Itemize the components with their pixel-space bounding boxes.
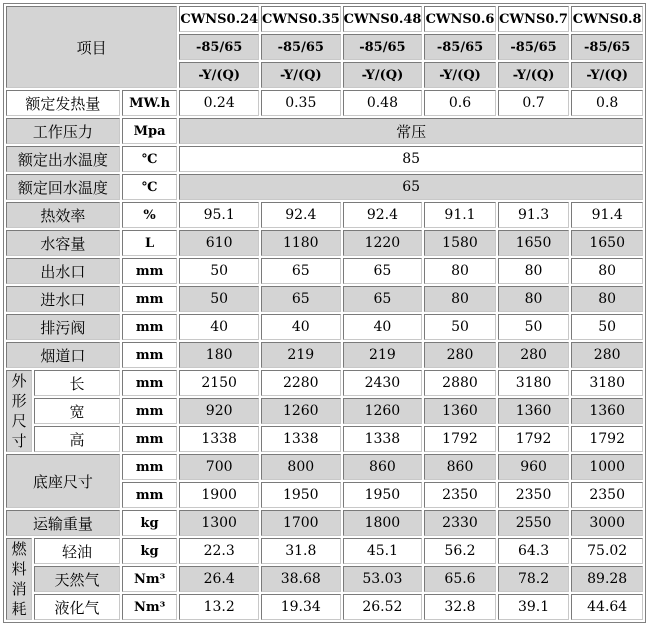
value-cell: 1800 — [343, 510, 423, 536]
value-cell: 1950 — [261, 482, 341, 508]
value-cell: 91.4 — [571, 202, 643, 228]
value-cell: 280 — [498, 342, 570, 368]
model-header-l2: -85/65 — [179, 34, 259, 60]
group-char: 尺 — [11, 412, 27, 430]
value-cell: 610 — [179, 230, 259, 256]
value-cell: 56.2 — [424, 538, 496, 564]
drain-row — [6, 314, 643, 340]
row-unit: L — [122, 230, 177, 256]
value-cell: 1260 — [343, 398, 423, 424]
value-cell: 1700 — [261, 510, 341, 536]
value-cell: 22.3 — [179, 538, 259, 564]
row-unit: % — [122, 202, 177, 228]
value-cell: 1950 — [343, 482, 423, 508]
value-cell: 2880 — [424, 370, 496, 396]
value-cell: 800 — [261, 454, 341, 480]
value-cell: 280 — [571, 342, 643, 368]
value-cell: 2350 — [498, 482, 570, 508]
value-cell: 50 — [424, 314, 496, 340]
value-cell: 40 — [179, 314, 259, 340]
model-header-l1: CWNS0.24 — [179, 6, 259, 32]
value-cell: 91.1 — [424, 202, 496, 228]
group-char: 形 — [11, 392, 27, 410]
row-unit: Mpa — [122, 118, 177, 144]
height-row — [6, 426, 643, 452]
value-cell: 1180 — [261, 230, 341, 256]
table-body — [6, 6, 643, 620]
value-cell: 40 — [261, 314, 341, 340]
item-header-cell: 项目 — [6, 6, 177, 88]
value-cell: 38.68 — [261, 566, 341, 592]
light-oil-row — [6, 538, 643, 564]
boiler-spec-table — [3, 3, 646, 623]
value-cell: 50 — [571, 314, 643, 340]
value-cell: 1650 — [498, 230, 570, 256]
value-cell: 1220 — [343, 230, 423, 256]
row-label: 高 — [34, 426, 120, 452]
row-label: 热效率 — [6, 202, 120, 228]
model-header-l3: -Y/(Q) — [498, 62, 570, 88]
row-label: 排污阀 — [6, 314, 120, 340]
outlet-row — [6, 258, 643, 284]
model-header-l1: CWNS0.7 — [498, 6, 570, 32]
value-cell: 2280 — [261, 370, 341, 396]
value-cell: 1580 — [424, 230, 496, 256]
row-unit: ℃ — [122, 174, 177, 200]
value-cell: 39.1 — [498, 594, 570, 620]
outlet-temp-row — [6, 146, 643, 172]
value-cell: 3180 — [571, 370, 643, 396]
model-header-l3: -Y/(Q) — [179, 62, 259, 88]
value-cell: 64.3 — [498, 538, 570, 564]
value-cell: 2350 — [424, 482, 496, 508]
value-cell: 65 — [343, 258, 423, 284]
row-label: 宽 — [34, 398, 120, 424]
value-cell: 1338 — [261, 426, 341, 452]
group-char: 燃 — [11, 540, 27, 558]
model-header-l3: -Y/(Q) — [571, 62, 643, 88]
value-cell: 53.03 — [343, 566, 423, 592]
value-cell: 32.8 — [424, 594, 496, 620]
value-cell: 2430 — [343, 370, 423, 396]
value-cell: 95.1 — [179, 202, 259, 228]
model-header-l3: -Y/(Q) — [343, 62, 423, 88]
value-cell: 50 — [498, 314, 570, 340]
natural-gas-row — [6, 566, 643, 592]
value-cell: 1360 — [424, 398, 496, 424]
value-cell: 2550 — [498, 510, 570, 536]
value-cell: 180 — [179, 342, 259, 368]
row-label: 工作压力 — [6, 118, 120, 144]
value-cell: 0.35 — [261, 90, 341, 116]
row-unit: mm — [122, 258, 177, 284]
row-label: 额定出水温度 — [6, 146, 120, 172]
value-cell: 960 — [498, 454, 570, 480]
value-cell: 65.6 — [424, 566, 496, 592]
value-cell: 860 — [424, 454, 496, 480]
value-cell: 1650 — [571, 230, 643, 256]
row-unit: kg — [122, 510, 177, 536]
model-header-l3: -Y/(Q) — [261, 62, 341, 88]
row-label: 水容量 — [6, 230, 120, 256]
value-cell: 80 — [571, 258, 643, 284]
value-cell: 0.24 — [179, 90, 259, 116]
value-cell: 78.2 — [498, 566, 570, 592]
value-cell: 1900 — [179, 482, 259, 508]
water-volume-row — [6, 230, 643, 256]
value-cell: 13.2 — [179, 594, 259, 620]
model-header-l2: -85/65 — [498, 34, 570, 60]
value-cell: 65 — [261, 286, 341, 312]
value-cell: 80 — [571, 286, 643, 312]
length-row — [6, 370, 643, 396]
row-label: 长 — [34, 370, 120, 396]
value-cell: 80 — [498, 286, 570, 312]
value-cell: 26.52 — [343, 594, 423, 620]
model-header-l2: -85/65 — [343, 34, 423, 60]
group-char: 料 — [11, 560, 27, 578]
row-label: 出水口 — [6, 258, 120, 284]
model-header-l1: CWNS0.35 — [261, 6, 341, 32]
value-cell: 31.8 — [261, 538, 341, 564]
rated-heat-row — [6, 90, 643, 116]
value-cell: 40 — [343, 314, 423, 340]
value-cell: 2150 — [179, 370, 259, 396]
value-cell: 1360 — [571, 398, 643, 424]
return-temp-row — [6, 174, 643, 200]
model-header-l2: -85/65 — [571, 34, 643, 60]
value-cell: 2350 — [571, 482, 643, 508]
dimensions-group-label — [6, 370, 32, 452]
value-cell: 0.7 — [498, 90, 570, 116]
value-cell: 0.8 — [571, 90, 643, 116]
value-cell: 1000 — [571, 454, 643, 480]
row-unit: mm — [122, 454, 177, 480]
value-cell: 2330 — [424, 510, 496, 536]
value-cell: 280 — [424, 342, 496, 368]
value-cell: 3180 — [498, 370, 570, 396]
row-label: 运输重量 — [6, 510, 120, 536]
value-cell: 1792 — [571, 426, 643, 452]
value-cell: 50 — [179, 286, 259, 312]
model-header-l2: -85/65 — [424, 34, 496, 60]
value-cell: 80 — [498, 258, 570, 284]
base-size-label: 底座尺寸 — [6, 454, 120, 508]
row-unit: mm — [122, 314, 177, 340]
value-cell: 44.64 — [571, 594, 643, 620]
row-label: 烟道口 — [6, 342, 120, 368]
row-unit: MW.h — [122, 90, 177, 116]
model-header-l3: -Y/(Q) — [424, 62, 496, 88]
row-unit: ℃ — [122, 146, 177, 172]
model-header-l2: -85/65 — [261, 34, 341, 60]
value-cell: 19.34 — [261, 594, 341, 620]
value-cell: 219 — [261, 342, 341, 368]
value-cell: 1338 — [343, 426, 423, 452]
merged-value-cell: 65 — [179, 174, 643, 200]
fuel-group-label — [6, 538, 32, 620]
lpg-row — [6, 594, 643, 620]
value-cell: 920 — [179, 398, 259, 424]
value-cell: 1792 — [498, 426, 570, 452]
width-row — [6, 398, 643, 424]
row-unit: mm — [122, 370, 177, 396]
value-cell: 75.02 — [571, 538, 643, 564]
value-cell: 0.6 — [424, 90, 496, 116]
value-cell: 1360 — [498, 398, 570, 424]
row-label: 液化气 — [34, 594, 120, 620]
row-label: 轻油 — [34, 538, 120, 564]
row-unit: Nm³ — [122, 566, 177, 592]
row-unit: kg — [122, 538, 177, 564]
row-unit: mm — [122, 398, 177, 424]
model-header-l1: CWNS0.8 — [571, 6, 643, 32]
pressure-row — [6, 118, 643, 144]
value-cell: 26.4 — [179, 566, 259, 592]
flue-row — [6, 342, 643, 368]
value-cell: 89.28 — [571, 566, 643, 592]
value-cell: 80 — [424, 258, 496, 284]
base-row-1 — [6, 454, 643, 480]
value-cell: 92.4 — [343, 202, 423, 228]
value-cell: 65 — [343, 286, 423, 312]
row-unit: Nm³ — [122, 594, 177, 620]
group-char: 耗 — [11, 600, 27, 618]
row-unit: mm — [122, 426, 177, 452]
value-cell: 3000 — [571, 510, 643, 536]
value-cell: 45.1 — [343, 538, 423, 564]
value-cell: 700 — [179, 454, 259, 480]
header-row-1 — [6, 6, 643, 32]
model-header-l1: CWNS0.6 — [424, 6, 496, 32]
value-cell: 0.48 — [343, 90, 423, 116]
row-label: 天然气 — [34, 566, 120, 592]
model-header-l1: CWNS0.48 — [343, 6, 423, 32]
value-cell: 91.3 — [498, 202, 570, 228]
row-label: 额定回水温度 — [6, 174, 120, 200]
row-label: 额定发热量 — [6, 90, 120, 116]
value-cell: 65 — [261, 258, 341, 284]
row-unit: mm — [122, 286, 177, 312]
value-cell: 1260 — [261, 398, 341, 424]
inlet-row — [6, 286, 643, 312]
value-cell: 92.4 — [261, 202, 341, 228]
merged-value-cell: 常压 — [179, 118, 643, 144]
value-cell: 1338 — [179, 426, 259, 452]
value-cell: 860 — [343, 454, 423, 480]
efficiency-row — [6, 202, 643, 228]
weight-row — [6, 510, 643, 536]
group-char: 寸 — [11, 432, 27, 450]
value-cell: 219 — [343, 342, 423, 368]
value-cell: 50 — [179, 258, 259, 284]
group-char: 消 — [11, 580, 27, 598]
value-cell: 1300 — [179, 510, 259, 536]
value-cell: 80 — [424, 286, 496, 312]
row-label: 进水口 — [6, 286, 120, 312]
value-cell: 1792 — [424, 426, 496, 452]
row-unit: mm — [122, 342, 177, 368]
merged-value-cell: 85 — [179, 146, 643, 172]
row-unit: mm — [122, 482, 177, 508]
group-char: 外 — [11, 372, 27, 390]
